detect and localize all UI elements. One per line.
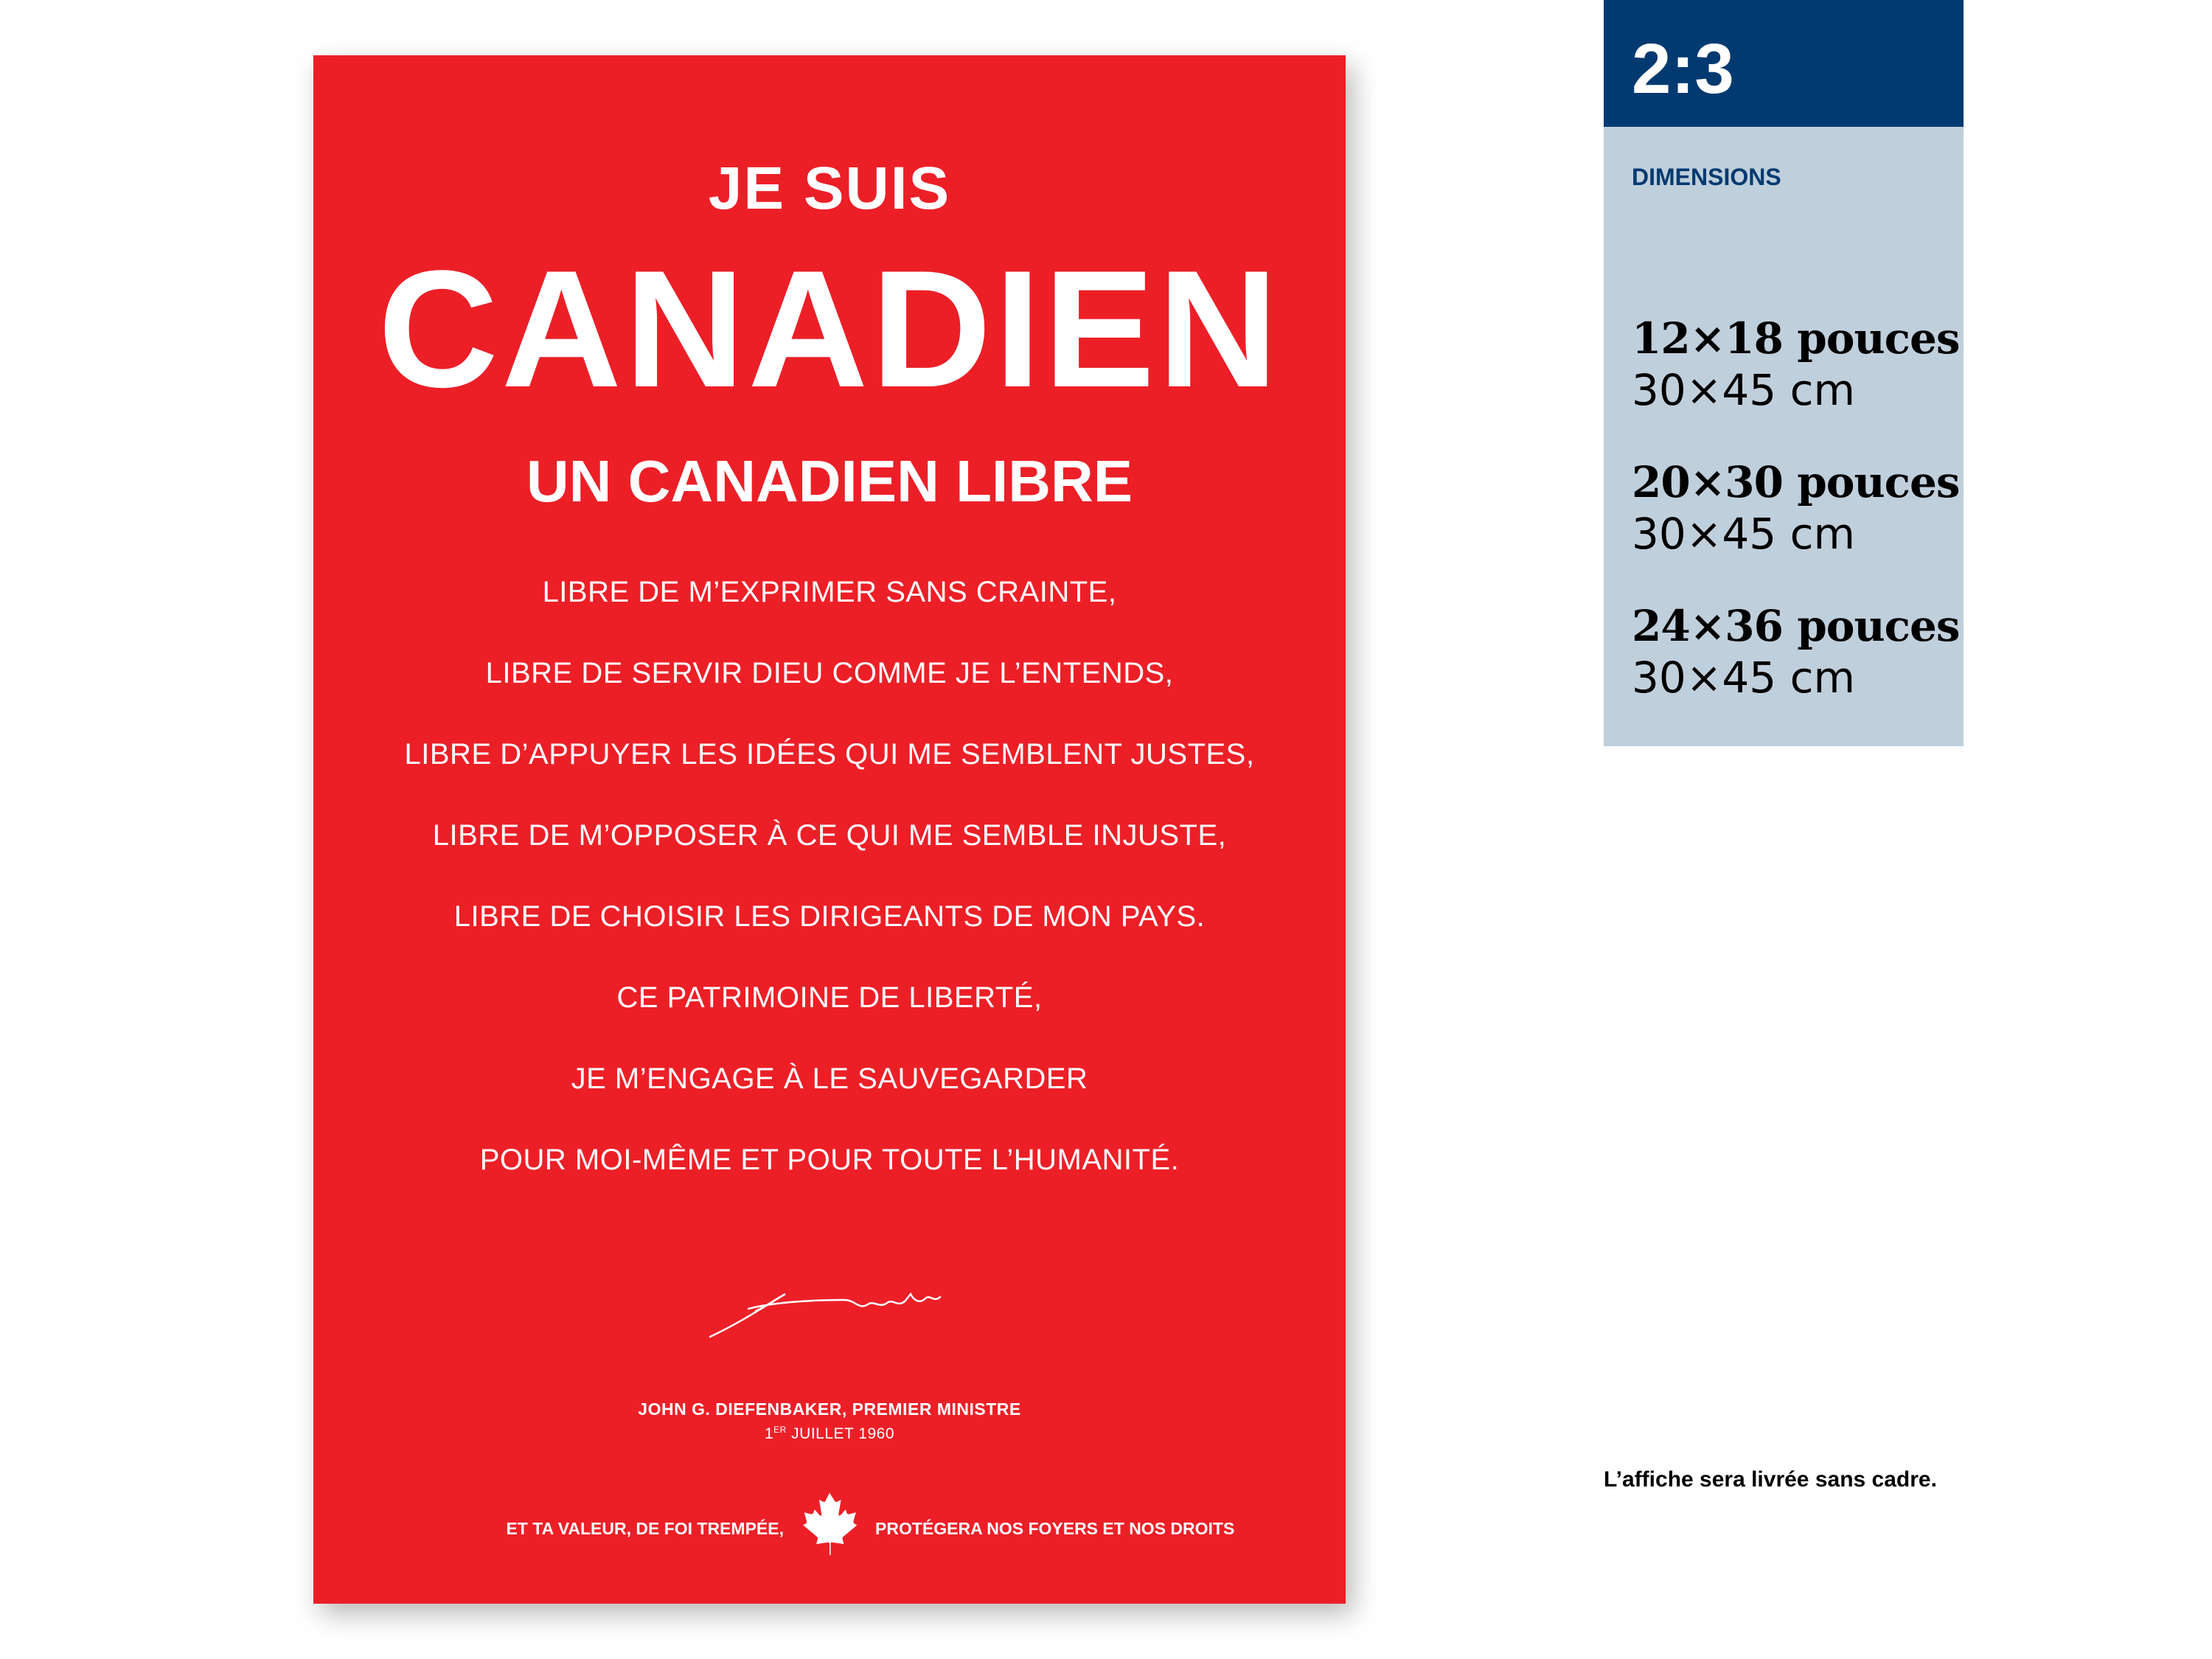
ratio-label: 2:3 (1632, 29, 1734, 108)
size-option (1632, 313, 1960, 415)
size-cm: 30×45 cm (1632, 365, 1856, 415)
size-cm: 30×45 cm (1632, 653, 1856, 703)
poster-intro: JE SUIS (708, 155, 951, 222)
attribution: JOHN G. DIEFENBAKER, PREMIER MINISTRE (638, 1399, 1021, 1419)
maple-leaf-icon (801, 1492, 858, 1555)
verse-line: LIBRE D’APPUYER LES IDÉES QUI ME SEMBLENT JUSTES, (404, 738, 1255, 771)
verse-line: LIBRE DE M’EXPRIMER SANS CRAINTE, (542, 576, 1117, 608)
signature-image (704, 1278, 970, 1344)
verse-line: LIBRE DE SERVIR DIEU COMME JE L’ENTENDS, (485, 657, 1174, 689)
verse-line: LIBRE DE CHOISIR LES DIRIGEANTS DE MON PAYS. (453, 900, 1206, 933)
size-cm: 30×45 cm (1632, 509, 1856, 559)
ratio-header (1604, 0, 1964, 127)
dimensions-panel (1604, 127, 1964, 746)
poster-subtitle: UN CANADIEN LIBRE (526, 448, 1133, 514)
date-day: 1 (764, 1425, 774, 1442)
verse-line: JE M’ENGAGE À LE SAUVEGARDER (571, 1062, 1088, 1095)
size-inches: 20×30 pouces (1632, 457, 1960, 507)
motto-right: PROTÉGERA NOS FOYERS ET NOS DROITS (875, 1519, 1235, 1538)
verse-line: POUR MOI-MÊME ET POUR TOUTE L’HUMANITÉ. (479, 1144, 1180, 1176)
size-inches: 24×36 pouces (1632, 601, 1960, 651)
poster (313, 55, 1346, 1604)
poster-title: CANADIEN (378, 235, 1281, 422)
date-superscript: ER (773, 1425, 787, 1435)
date-rest: JUILLET 1960 (786, 1425, 895, 1442)
footnote: L’affiche sera livrée sans cadre. (1604, 1467, 1937, 1492)
motto-left: ET TA VALEUR, DE FOI TREMPÉE, (506, 1519, 784, 1538)
size-option (1632, 601, 1960, 703)
verse-line: LIBRE DE M’OPPOSER À CE QUI ME SEMBLE INJUSTE, (432, 819, 1227, 852)
verse-line: CE PATRIMOINE DE LIBERTÉ, (616, 981, 1043, 1014)
size-inches: 12×18 pouces (1632, 313, 1960, 364)
date (313, 1425, 1346, 1441)
size-option (1632, 457, 1960, 559)
dimensions-label: DIMENSIONS (1632, 164, 1781, 190)
